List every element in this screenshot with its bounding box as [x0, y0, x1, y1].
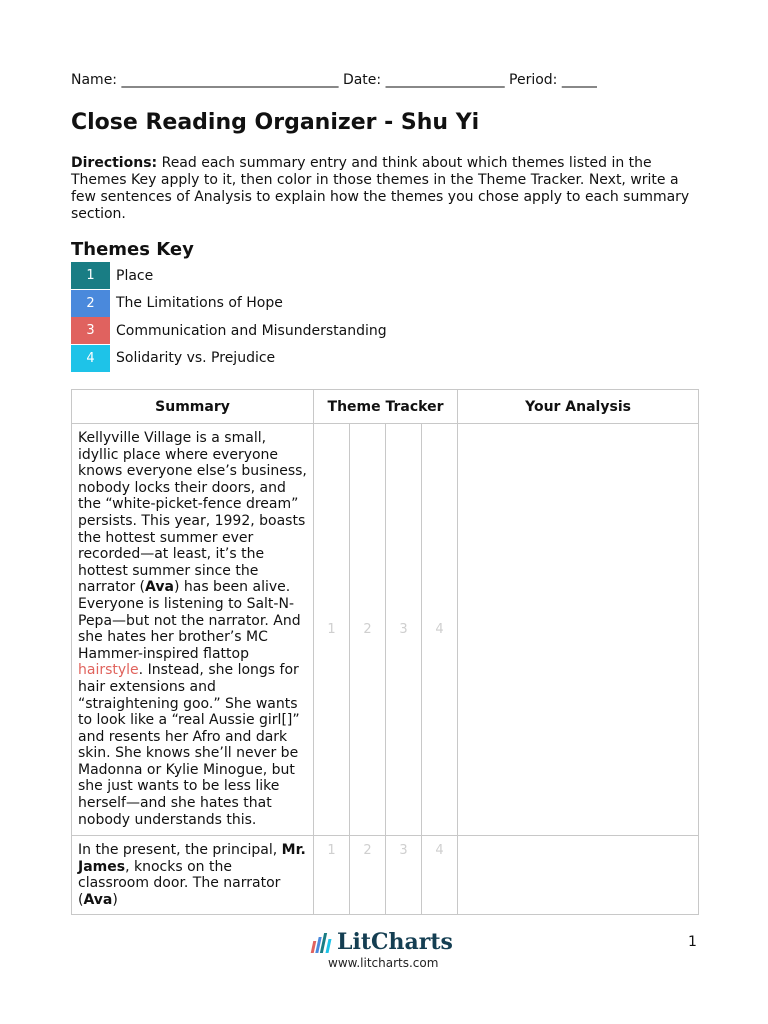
litcharts-logo	[312, 929, 453, 955]
themes-key-list	[71, 262, 387, 372]
logo-bars-icon	[312, 931, 332, 953]
directions-label: Directions:	[71, 155, 158, 171]
theme-label-solidarity: Solidarity vs. Prejudice	[116, 350, 276, 367]
character-ava: Ava	[83, 891, 113, 908]
analysis-cell[interactable]	[458, 836, 699, 915]
date-label: Date:	[342, 72, 382, 88]
summary-cell	[72, 424, 314, 836]
theme-swatch-2: 2	[71, 290, 110, 317]
table-row	[72, 836, 699, 915]
character-mr-james: Mr. James	[78, 842, 306, 875]
summary-text: Kellyville Village is a small, idyllic place where everyone knows everyone else’s business, nobody locks their doors, and the “white-picket-fence dream” persists. This year, 1992, boasts the hottest summer ever recorded—at least, it’s the hottest summer since the narrator (	[78, 430, 307, 596]
theme-label-limitations-of-hope: The Limitations of Hope	[116, 295, 283, 312]
close-reading-table	[71, 389, 699, 915]
theme-tracker-box-4[interactable]: 4	[422, 836, 458, 915]
name-label: Name:	[71, 72, 118, 88]
themes-key-heading: Themes Key	[71, 239, 194, 260]
period-label: Period:	[509, 72, 558, 88]
summary-text: In the present, the principal,	[78, 842, 282, 858]
theme-swatch-4: 4	[71, 345, 110, 372]
theme-swatch-3: 3	[71, 317, 110, 344]
theme-key-item	[71, 317, 387, 345]
summary-text: . Instead, she longs for hair extensions and “straightening goo.” She wants to look like a “real Aussie girl[]” and resents her Afro and dark skin. She knows she’ll never be Madonna or Kylie Minogue, but she just wants to be less like herself—and she hates that nobody understands this.	[78, 662, 300, 828]
theme-tracker-box-1[interactable]: 1	[314, 424, 350, 836]
theme-tracker-box-3[interactable]: 3	[386, 836, 422, 915]
period-blank[interactable]: _____	[561, 72, 597, 88]
page-title: Close Reading Organizer - Shu Yi	[71, 110, 480, 135]
theme-label-place: Place	[116, 267, 154, 284]
theme-tracker-box-4[interactable]: 4	[422, 424, 458, 836]
directions-paragraph	[71, 155, 691, 223]
footer-url: www.litcharts.com	[328, 956, 439, 970]
theme-swatch-1: 1	[71, 262, 110, 289]
analysis-cell[interactable]	[458, 424, 699, 836]
theme-tracker-box-1[interactable]: 1	[314, 836, 350, 915]
summary-cell	[72, 836, 314, 915]
date-blank[interactable]: _________________	[385, 72, 505, 88]
theme-tracker-box-2[interactable]: 2	[350, 836, 386, 915]
theme-key-item	[71, 290, 387, 318]
theme-key-item	[71, 345, 387, 373]
hairstyle-link[interactable]: hairstyle	[78, 662, 139, 679]
logo-text: LitCharts	[337, 929, 453, 955]
theme-key-item	[71, 262, 387, 290]
theme-tracker-box-2[interactable]: 2	[350, 424, 386, 836]
summary-text: )	[112, 891, 118, 908]
character-ava: Ava	[145, 579, 174, 596]
summary-text: ) has been alive. Everyone is listening to Salt-N-Pepa—but not the narrator. And she hates her brother’s MC Hammer-inspired flattop	[78, 579, 301, 662]
student-info-line	[71, 72, 597, 88]
theme-tracker-column-header: Theme Tracker	[314, 390, 458, 424]
name-blank[interactable]: _______________________________	[121, 72, 339, 88]
directions-text: Read each summary entry and think about which themes listed in the Themes Key apply to it, then color in those themes in the Theme Tracker. Next, write a few sentences of Analysis to explain how the themes you chose apply to each summary section.	[71, 155, 690, 222]
summary-column-header: Summary	[72, 390, 314, 424]
table-header-row	[72, 390, 699, 424]
summary-text: , knocks on the classroom door. The narrator (	[78, 858, 281, 908]
theme-tracker-box-3[interactable]: 3	[386, 424, 422, 836]
analysis-column-header: Your Analysis	[458, 390, 699, 424]
page-number: 1	[688, 934, 697, 950]
table-row	[72, 424, 699, 836]
theme-label-communication: Communication and Misunderstanding	[116, 322, 387, 339]
